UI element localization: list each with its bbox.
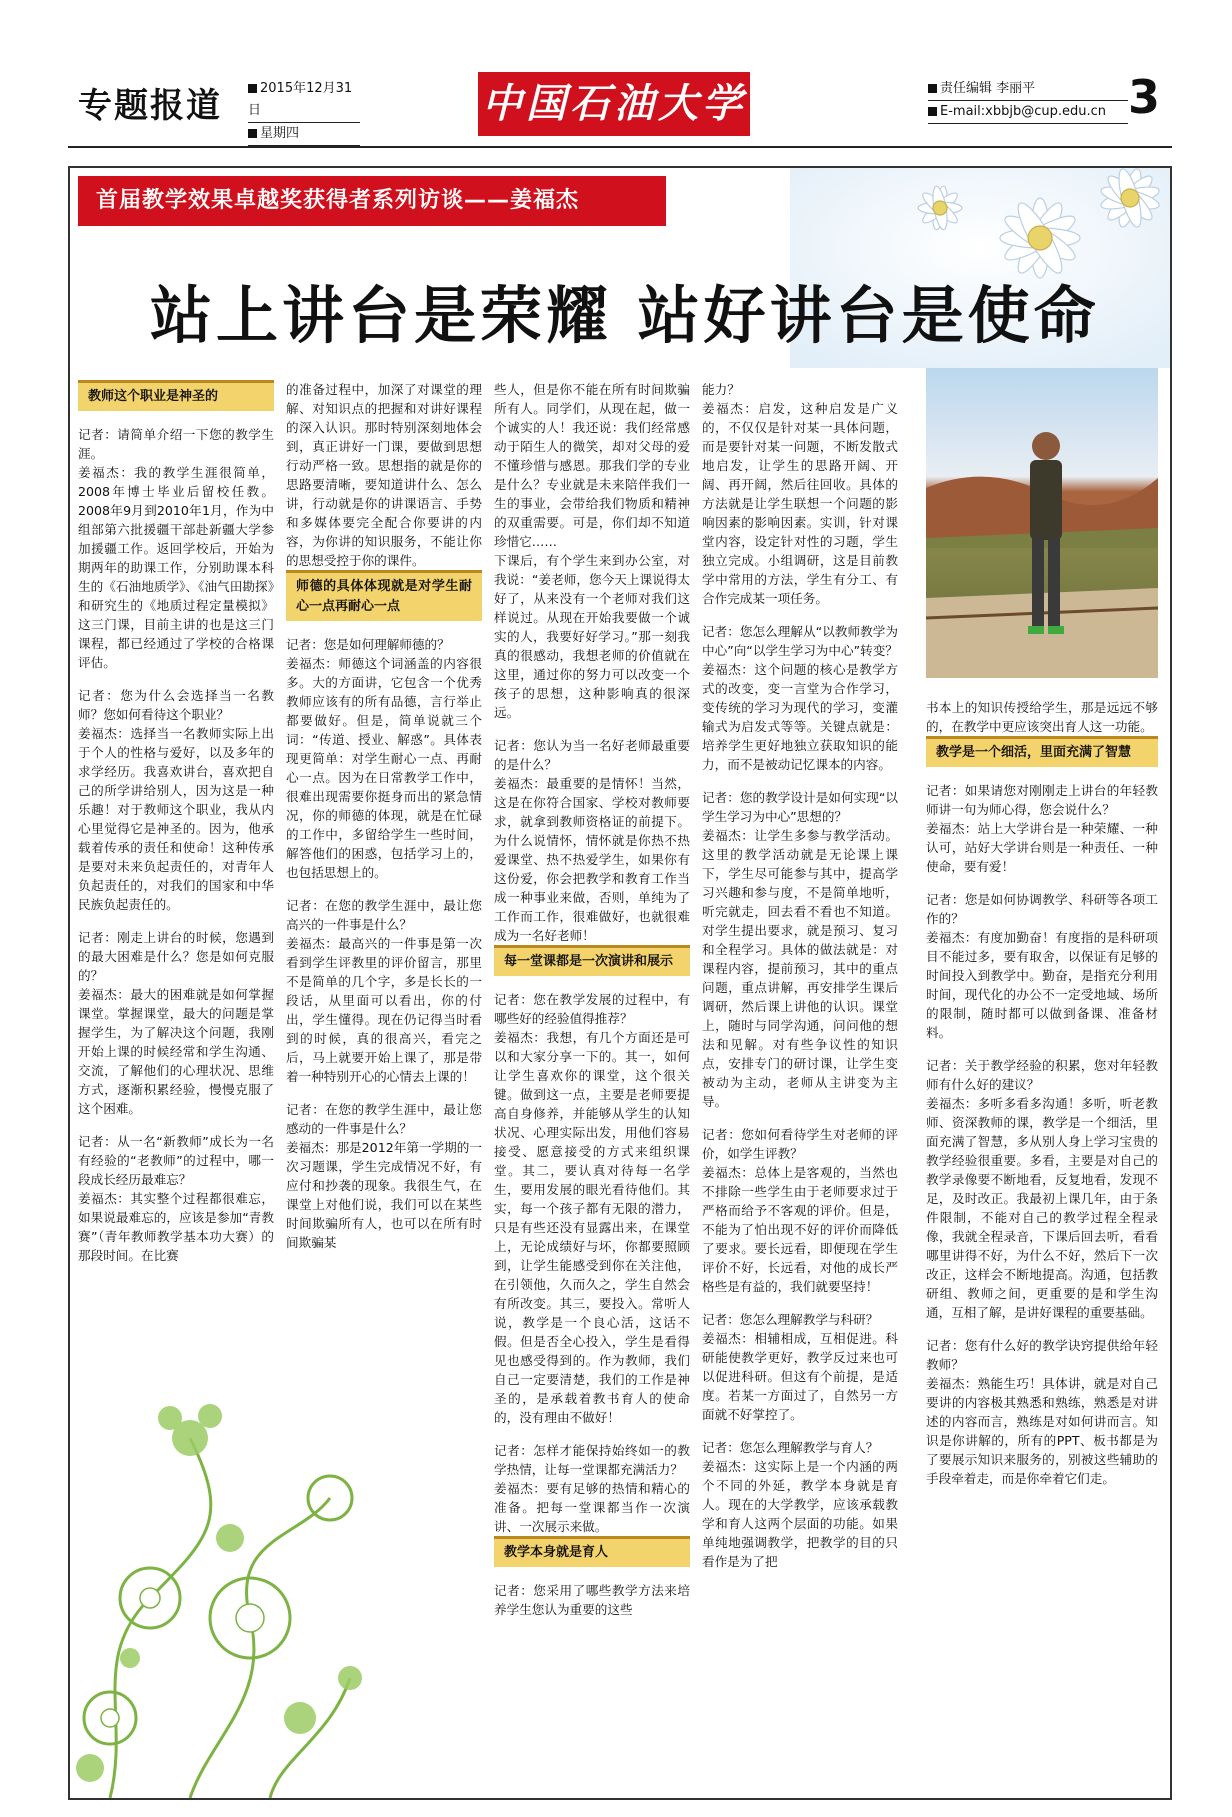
interview-question: 记者：您如何看待学生对老师的评价，如学生评教？ — [702, 1127, 898, 1161]
interview-question: 记者：在您的教学生涯中，最让您感动的一件事是什么？ — [286, 1102, 482, 1136]
series-banner: 首届教学效果卓越奖获得者系列访谈——姜福杰 — [78, 176, 666, 226]
interview-answer: 下课后，有个学生来到办公室，对我说：“姜老师，您今天上课说得太好了，从来没有一个老师对我们这样说过。从现在开始我要做一个诚实的人，我要好好学习。”那一刻我真的很感动，我想老师的价值就在这里，通过你的努力可以改变一个孩子的思想，这种影响真的很深远。 — [494, 553, 690, 720]
subheading: 每一堂课都是一次演讲和展示 — [494, 945, 690, 976]
interview-question: 记者：您怎么理解教学与育人？ — [702, 1440, 879, 1455]
subheading: 教师这个职业是神圣的 — [78, 380, 274, 411]
interview-answer: 姜福杰：师德这个词涵盖的内容很多。大的方面讲，它包含一个优秀教师应该有的所有品德，言行举止都要做好。但是，简单说就三个词：“传道、授业、解惑”。具体表现更简单：对学生耐心一点、再耐心一点。因为在日常教学工作中，很难出现需要你挺身而出的紧急情况，你的师德的体现，就是在忙碌的工作中，多留给学生一些时间，解答他们的困惑，包括学习上的，也包括思想上的。 — [286, 656, 482, 880]
square-bullet-icon — [928, 107, 937, 116]
interview-answer: 姜福杰：最重要的是情怀！当然，这是在你符合国家、学校对教师要求，就拿到教师资格证的前提下。为什么说情怀，情怀就是你热不热爱课堂、热不热爱学生，如果你有这份爱，你会把教学和教育工作当成一种事业来做，否则，单纯为了工作而工作，很难做好，也就很难成为一名好老师！ — [494, 776, 690, 943]
article-column-3 — [494, 380, 690, 1619]
square-bullet-icon — [248, 129, 257, 138]
interview-question: 记者：刚走上讲台的时候，您遇到的最大困难是什么？您是如何克服的？ — [78, 930, 274, 983]
subheading: 教学是一个细活，里面充满了智慧 — [926, 736, 1158, 767]
interview-question: 记者：您是如何协调教学、科研等各项工作的？ — [926, 892, 1158, 926]
article-frame — [68, 166, 1172, 1800]
interview-answer: 姜福杰：选择当一名教师实际上出于个人的性格与爱好，以及多年的求学经历。我喜欢讲台，喜欢把自己的所学讲给别人，因为这是一种乐趣！对于教师这个职业，我从内心里觉得它是神圣的。因为，他承载着传承的责任和使命！这种传承是要对未来负起责任的，对青年人负起责任的，对我们的国家和中华民族负起责任的。 — [78, 726, 274, 912]
article-column-5 — [926, 698, 1158, 1488]
interview-question: 记者：您采用了哪些教学方法来培养学生您认为重要的这些 — [494, 1583, 690, 1617]
interview-question: 记者：您认为当一名好老师最重要的是什么？ — [494, 738, 690, 772]
interview-question: 记者：您怎么理解教学与科研？ — [702, 1312, 879, 1327]
interview-answer: 些人，但是你不能在所有时间欺骗所有人。同学们，从现在起，做一个诚实的人！我还说：我们经常感动于陌生人的微笑，却对父母的爱不懂珍惜与感恩。那我们学的专业是什么？专业就是未来陪伴我们一生的事业，会带给我们物质和精神的双重需要。可是，你们却不知道珍惜它…… — [494, 382, 690, 549]
subheading: 教学本身就是育人 — [494, 1536, 690, 1567]
interview-question: 记者：从一名“新教师”成长为一名有经验的“老教师”的过程中，哪一段成长经历最难忘？ — [78, 1134, 274, 1187]
interview-question: 记者：您的教学设计是如何实现“以学生学习为中心”思想的？ — [702, 790, 898, 824]
issue-date: 2015年12月31日 — [248, 81, 353, 118]
date-block — [248, 78, 360, 146]
interview-question: 记者：在您的教学生涯中，最让您高兴的一件事是什么？ — [286, 898, 482, 932]
masthead-rule — [68, 146, 1172, 148]
interview-answer: 姜福杰：这个问题的核心是教学方式的改变，变一言堂为合作学习，变传统的学习为现代的学习，变灌输式为启发式等等。关键点就是：培养学生更好地独立获取知识的能力，而不是被动记忆课本的内容。 — [702, 662, 898, 772]
interview-answer: 姜福杰：启发，这种启发是广义的，不仅仅是针对某一具体问题，而是要针对某一问题，不断发散式地启发，让学生的思路开阔、开阔、再开阔，然后往回收。具体的方法就是让学生联想一个问题的影响因素的影响因素。实训，针对课堂内容，设定针对性的习题，学生独立完成。小组调研，这是目前教学中常用的方法，学生有分工、有合作完成某一项任务。 — [702, 401, 898, 606]
interview-question: 记者：怎样才能保持始终如一的教学热情，让每一堂课都充满活力？ — [494, 1443, 690, 1477]
editor-name: 责任编辑 李丽平 — [940, 81, 1036, 96]
masthead — [0, 0, 1232, 150]
portrait-photo — [926, 368, 1158, 678]
interview-answer: 的准备过程中，加深了对课堂的理解、对知识点的把握和对讲好课程的深入认识。那时特别深刻地体会到，真正讲好一门课，要做到思想行动严格一致。思想指的就是你的思路要清晰，要知道讲什么、怎么讲，行动就是你的讲课语言、手势和多媒体要完全配合你要讲的内容，为你讲的知识服务，不能让你的思想受控于你的课件。 — [286, 382, 482, 568]
interview-answer: 姜福杰：其实整个过程都很难忘，如果说最难忘的，应该是参加“青教赛”（青年教师教学基本功大赛）的那段时间。在比赛 — [78, 1191, 274, 1263]
interview-answer: 姜福杰：让学生多参与教学活动。这里的教学活动就是无论课上课下，学生尽可能参与其中，提高学习兴趣和参与度，不是简单地听，听完就走，回去看不看也不知道。对学生提出要求，就是预习、复习和全程学习。具体的做法就是：对课程内容，提前预习，其中的重点问题，重点讲解，再安排学生课后调研，然后课上讲他的认识。课堂上，随时与同学沟通，问问他的想法和见解。对有些争议性的知识点，安排专门的研讨课，让学生变被动为主动，老师从主讲变为主导。 — [702, 828, 898, 1109]
interview-answer: 姜福杰：最大的困难就是如何掌握课堂。掌握课堂，最大的问题是掌握学生，为了解决这个问题，我刚开始上课的时候经常和学生沟通、交流，了解他们的心理状况、思维方式，逐渐积累经验，慢慢克服了这个困难。 — [78, 987, 274, 1116]
editor-email: E-mail:xbbjb@cup.edu.cn — [940, 104, 1106, 119]
interview-question: 记者：您在教学发展的过程中，有哪些好的经验值得推荐？ — [494, 992, 690, 1026]
headline: 站上讲台是荣耀 站好讲台是使命 — [150, 279, 1100, 352]
article-column-2 — [286, 380, 482, 1252]
section-title: 专题报道 — [78, 86, 222, 126]
interview-answer: 姜福杰：我的教学生涯很简单，2008年博士毕业后留校任教。2008年9月到2010年1月，作为中组部第六批援疆干部赴新疆大学参加援疆工作。返回学校后，开始为期两年的助课工作，分别助课本科生的《石油地质学》、《油气田勘探》和研究生的《地质过程定量模拟》这三门课，目前主讲的也是这三门课程，都已经通过了学校的合格课评估。 — [78, 465, 274, 670]
interview-question: 记者：关于教学经验的积累，您对年轻教师有什么好的建议？ — [926, 1058, 1158, 1092]
interview-answer: 姜福杰：要有足够的热情和精心的准备。把每一堂课都当作一次演讲、一次展示来做。 — [494, 1481, 690, 1534]
floral-decoration-icon — [70, 1338, 390, 1798]
interview-question: 记者：您为什么会选择当一名教师？您如何看待这个职业？ — [78, 688, 274, 722]
interview-answer: 姜福杰：站上大学讲台是一种荣耀、一种认可，站好大学讲台则是一种责任、一种使命，要有爱！ — [926, 821, 1158, 874]
interview-answer: 姜福杰：多听多看多沟通！多听，听老教师、资深教师的课，教学是一个细活，里面充满了智慧，多从别人身上学习宝贵的教学经验很重要。多看，主要是对自己的教学录像要不断地看，反复地看，发现不足，及时改正。我最初上课几年，由于条件限制，不能对自己的教学过程全程录像，我就全程录音，下课后回去听，看看哪里讲得不好，为什么不好，然后下一次改正，这样会不断地提高。沟通，包括教研组、教师之间，更重要的是和学生沟通，互相了解，是讲好课程的重要基础。 — [926, 1096, 1158, 1320]
square-bullet-icon — [248, 84, 257, 93]
article-column-4 — [702, 380, 898, 1571]
newspaper-logo: 中国石油大学 — [478, 72, 750, 136]
article-column-1 — [78, 380, 274, 1265]
page-number: 3 — [1128, 70, 1161, 124]
interview-answer: 能力？ — [702, 382, 740, 397]
square-bullet-icon — [928, 84, 937, 93]
interview-answer: 姜福杰：总体上是客观的，当然也不排除一些学生由于老师要求过于严格而给予不客观的评价。但是，不能为了怕出现不好的评价而降低了要求。要长远看，即便现在学生评价不好，长远看，对他的成长严格些是有益的，我们就要坚持！ — [702, 1165, 898, 1294]
interview-answer: 姜福杰：相辅相成，互相促进。科研能使教学更好，教学反过来也可以促进科研。但这有个前提，是适度。若某一方面过了，自然另一方面就不好掌控了。 — [702, 1331, 898, 1422]
issue-weekday: 星期四 — [260, 126, 300, 141]
interview-answer: 姜福杰：那是2012年第一学期的一次习题课，学生完成情况不好，有应付和抄袭的现象。我很生气，在课堂上对他们说，我们可以在某些时间欺骗所有人，也可以在所有时间欺骗某 — [286, 1140, 482, 1250]
interview-answer: 姜福杰：最高兴的一件事是第一次看到学生评教里的评价留言，那里不是简单的几个字，多是长长的一段话，从里面可以看出，你的付出，学生懂得。现在仍记得当时看到的时候，真的很高兴，看完之后，马上就要开始上课了，那是带着一种特别开心的心情去上课的！ — [286, 936, 482, 1084]
interview-answer: 姜福杰：这实际上是一个内涵的两个不同的外延，教学本身就是育人。现在的大学教学，应该承载教学和育人这两个层面的功能。如果单纯地强调教学，把教学的目的只看作是为了把 — [702, 1459, 898, 1569]
interview-question: 记者：您有什么好的教学诀窍提供给年轻教师？ — [926, 1338, 1158, 1372]
interview-answer: 姜福杰：我想，有几个方面还是可以和大家分享一下的。其一，如何让学生喜欢你的课堂，这个很关键。做到这一点，主要是老师要提高自身修养，并能够从学生的认知状况、心理实际出发，用他们容易接受、愿意接受的方式来组织课堂。其二，要认真对待每一名学生，要用发展的眼光看待他们。其实，每一个孩子都有无限的潜力，只是有些还没有显露出来，在课堂上，无论成绩好与坏，你都要照顾到，让学生能感受到你在关注他，在引领他，久而久之，学生自然会有所改变。其三，要投入。常听人说，教学是一个良心活，这话不假。但是否全心投入，学生是看得见也感受得到的。作为教师，我们自己一定要清楚，我们的工作是神圣的，是承载着教书育人的使命的，没有理由不做好！ — [494, 1030, 690, 1425]
interview-answer: 姜福杰：熟能生巧！具体讲，就是对自己要讲的内容极其熟悉和熟练，熟悉是对讲述的内容而言，熟练是对如何讲而言。知识是你讲解的，所有的PPT、板书都是为了要展示知识来服务的，别被这些辅助的手段牵着走，而是你牵着它们走。 — [926, 1376, 1158, 1486]
interview-question: 记者：您是如何理解师德的？ — [286, 637, 450, 652]
interview-answer: 书本上的知识传授给学生，那是远远不够的，在教学中更应该突出育人这一功能。 — [926, 700, 1158, 734]
person-photo-icon — [926, 368, 1158, 678]
interview-question: 记者：如果请您对刚刚走上讲台的年轻教师讲一句为师心得，您会说什么？ — [926, 783, 1158, 817]
interview-answer: 姜福杰：有度加勤奋！有度指的是科研项目不能过多，要有取舍，以保证有足够的时间投入到教学中。勤奋，是指充分利用时间，现代化的办公不一定受地域、场所的限制，随时都可以做到备课、准备材料。 — [926, 930, 1158, 1040]
subheading: 师德的具体体现就是对学生耐心一点再耐心一点 — [286, 570, 482, 621]
interview-question: 记者：您怎么理解从“以教师教学为中心”向“以学生学习为中心”转变？ — [702, 624, 898, 658]
editor-block — [928, 78, 1128, 124]
interview-question: 记者：请简单介绍一下您的教学生涯。 — [78, 427, 274, 461]
